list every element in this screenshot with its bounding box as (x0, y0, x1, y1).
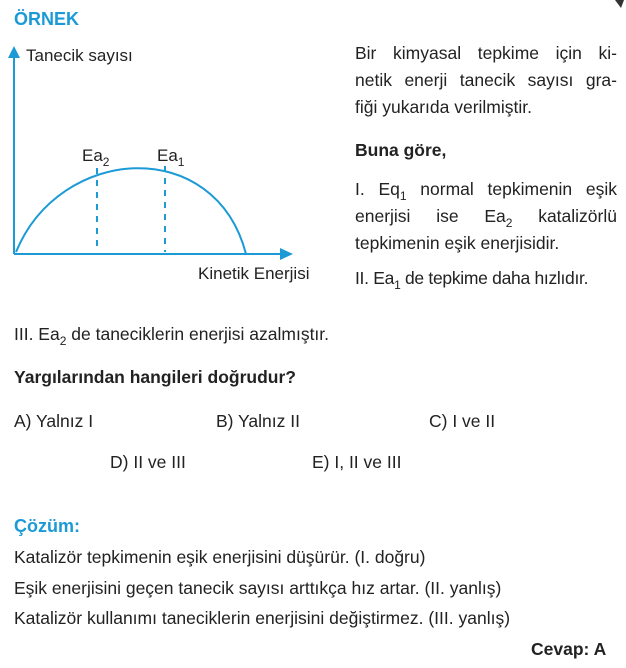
ea2-label: $Ea_2$ (82, 146, 110, 169)
intro-line-3: fiği yukarıda verilmiştir. (355, 97, 532, 117)
option-e[interactable]: E) I, II ve III (312, 452, 402, 472)
y-axis-arrowhead (8, 46, 20, 58)
x-axis-arrowhead (280, 248, 293, 260)
y-axis (8, 46, 20, 254)
ea1-label: $Ea_1$ (157, 146, 185, 169)
option-a[interactable]: A) Yalnız I (14, 411, 94, 431)
corner-mark-icon (615, 0, 624, 8)
intro-line-1: Bir kimyasal tepkime için ki- (355, 43, 617, 63)
intro-line-2: netik enerji tanecik sayısı gra- (355, 70, 617, 90)
statement-3: III. $Ea_2$ de taneciklerin enerjisi azalmıştır. (14, 324, 330, 348)
statement-1-line-1: I. $Eq_1$ normal tepkimenin eşik (355, 179, 618, 203)
x-axis-label: Kinetik Enerjisi (198, 264, 310, 283)
solution-line-3: Katalizör kullanımı taneciklerin enerjisini değiştirmez. (III. yanlış) (14, 608, 511, 628)
y-axis-label: Tanecik sayısı (26, 46, 133, 65)
buna-gore: Buna göre, (355, 140, 447, 160)
solution-heading: Çözüm: (14, 516, 80, 536)
statement-1-line-3: tepkimenin eşik enerjisidir. (355, 233, 560, 253)
distribution-curve (16, 168, 246, 254)
question-prompt: Yargılarından hangileri doğrudur? (14, 367, 296, 387)
answer-label: Cevap: A (531, 639, 607, 659)
option-d[interactable]: D) II ve III (110, 452, 186, 472)
example-heading: ÖRNEK (14, 9, 80, 29)
kinetic-energy-graph (0, 40, 345, 290)
option-c[interactable]: C) I ve II (429, 411, 496, 431)
solution-line-2: Eşik enerjisini geçen tanecik sayısı arttıkça hız artar. (II. yanlış) (14, 578, 502, 598)
x-axis (14, 248, 293, 260)
statement-1-line-2: enerjisi ise $Ea_2$ katalizörlü (355, 206, 617, 230)
statement-2: II. $Ea_1$ de tepkime daha hızlıdır. (355, 268, 589, 292)
solution-line-1: Katalizör tepkimenin eşik enerjisini düşürür. (I. doğru) (14, 547, 426, 567)
question-text (355, 40, 617, 292)
option-b[interactable]: B) Yalnız II (216, 411, 300, 431)
